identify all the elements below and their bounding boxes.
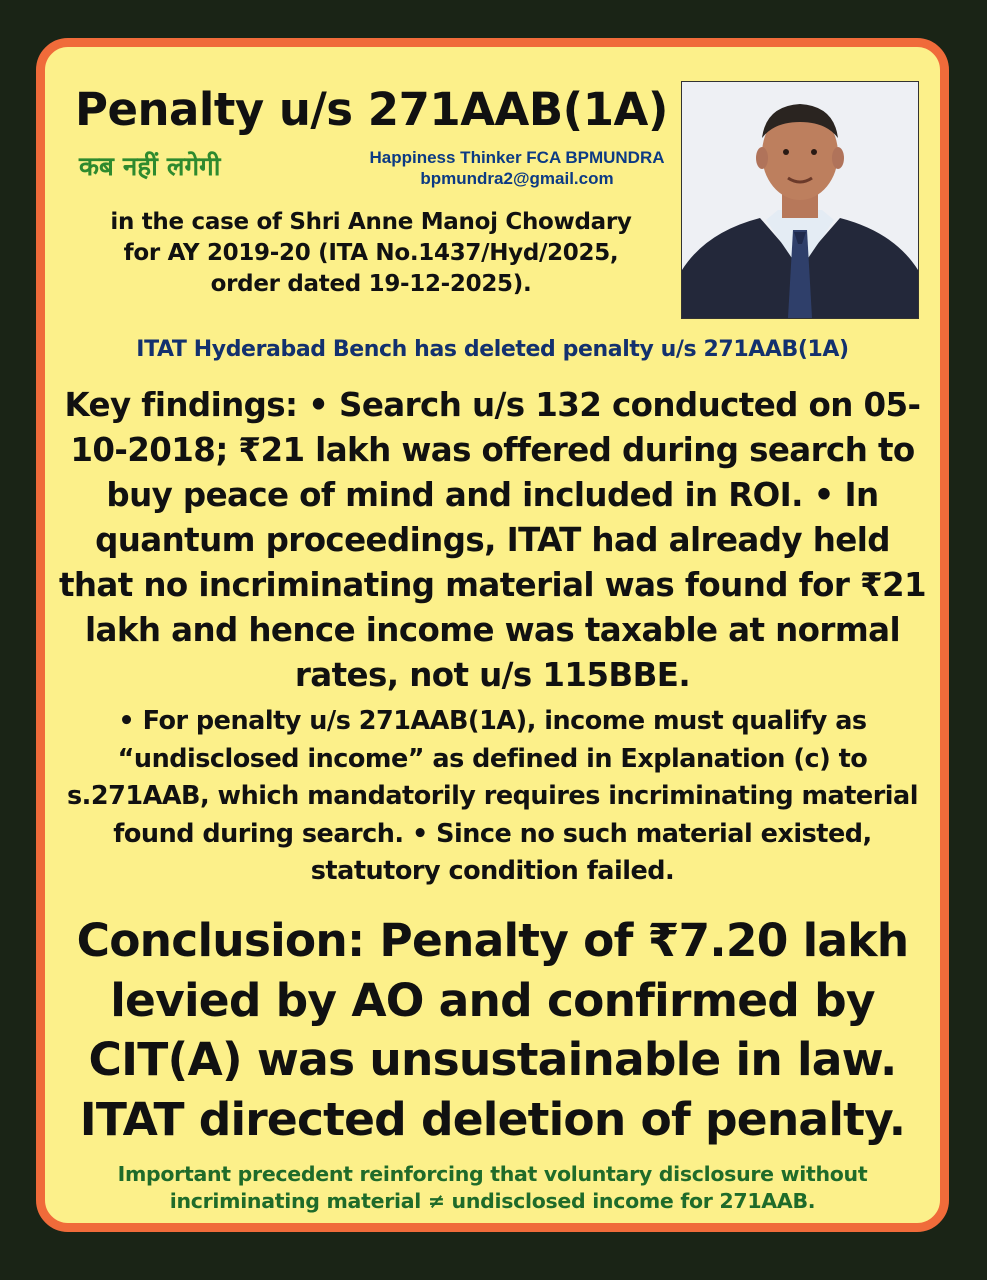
explanation-text: • For penalty u/s 271AAB(1A), income must qualify as “undisclosed income” as defined in Explanation (c) to s.271AAB, which mandatorily requires incriminating material found during search. • Since no such material existed, statutory condition failed. xyxy=(66,706,918,886)
bench-statement: ITAT Hyderabad Bench has deleted penalty u/s 271AAB(1A) xyxy=(136,337,849,362)
author-name: Happiness Thinker FCA BPMUNDRA xyxy=(369,148,665,167)
case-details xyxy=(59,207,683,300)
post-title: Penalty u/s 271AAB(1A) xyxy=(75,83,668,136)
author-photo xyxy=(681,81,919,319)
case-line-1: in the case of Shri Anne Manoj Chowdary xyxy=(110,209,632,235)
author-email: bpmundra2@gmail.com xyxy=(420,169,614,188)
hindi-subtitle: कब नहीं लगेगी xyxy=(79,152,221,182)
conclusion-text: Conclusion: Penalty of ₹7.20 lakh levied by AO and confirmed by CIT(A) was unsustainable in law. ITAT directed deletion of penalty. xyxy=(76,914,909,1146)
post-card xyxy=(36,38,949,1232)
footer-note: Important precedent reinforcing that voluntary disclosure without incriminating material ≠ undisclosed income for 271AAB. xyxy=(117,1162,868,1213)
case-line-2: for AY 2019-20 (ITA No.1437/Hyd/2025, xyxy=(123,240,619,266)
author-block xyxy=(327,147,707,189)
case-line-3: order dated 19-12-2025). xyxy=(210,271,532,297)
key-findings: Key findings: • Search u/s 132 conducted on 05-10-2018; ₹21 lakh was offered during search to buy peace of mind and included in ROI. • In quantum proceedings, ITAT had already held that no incriminating material was found for ₹21 lakh and hence income was taxable at normal rates, not u/s 115BBE. xyxy=(58,386,927,694)
